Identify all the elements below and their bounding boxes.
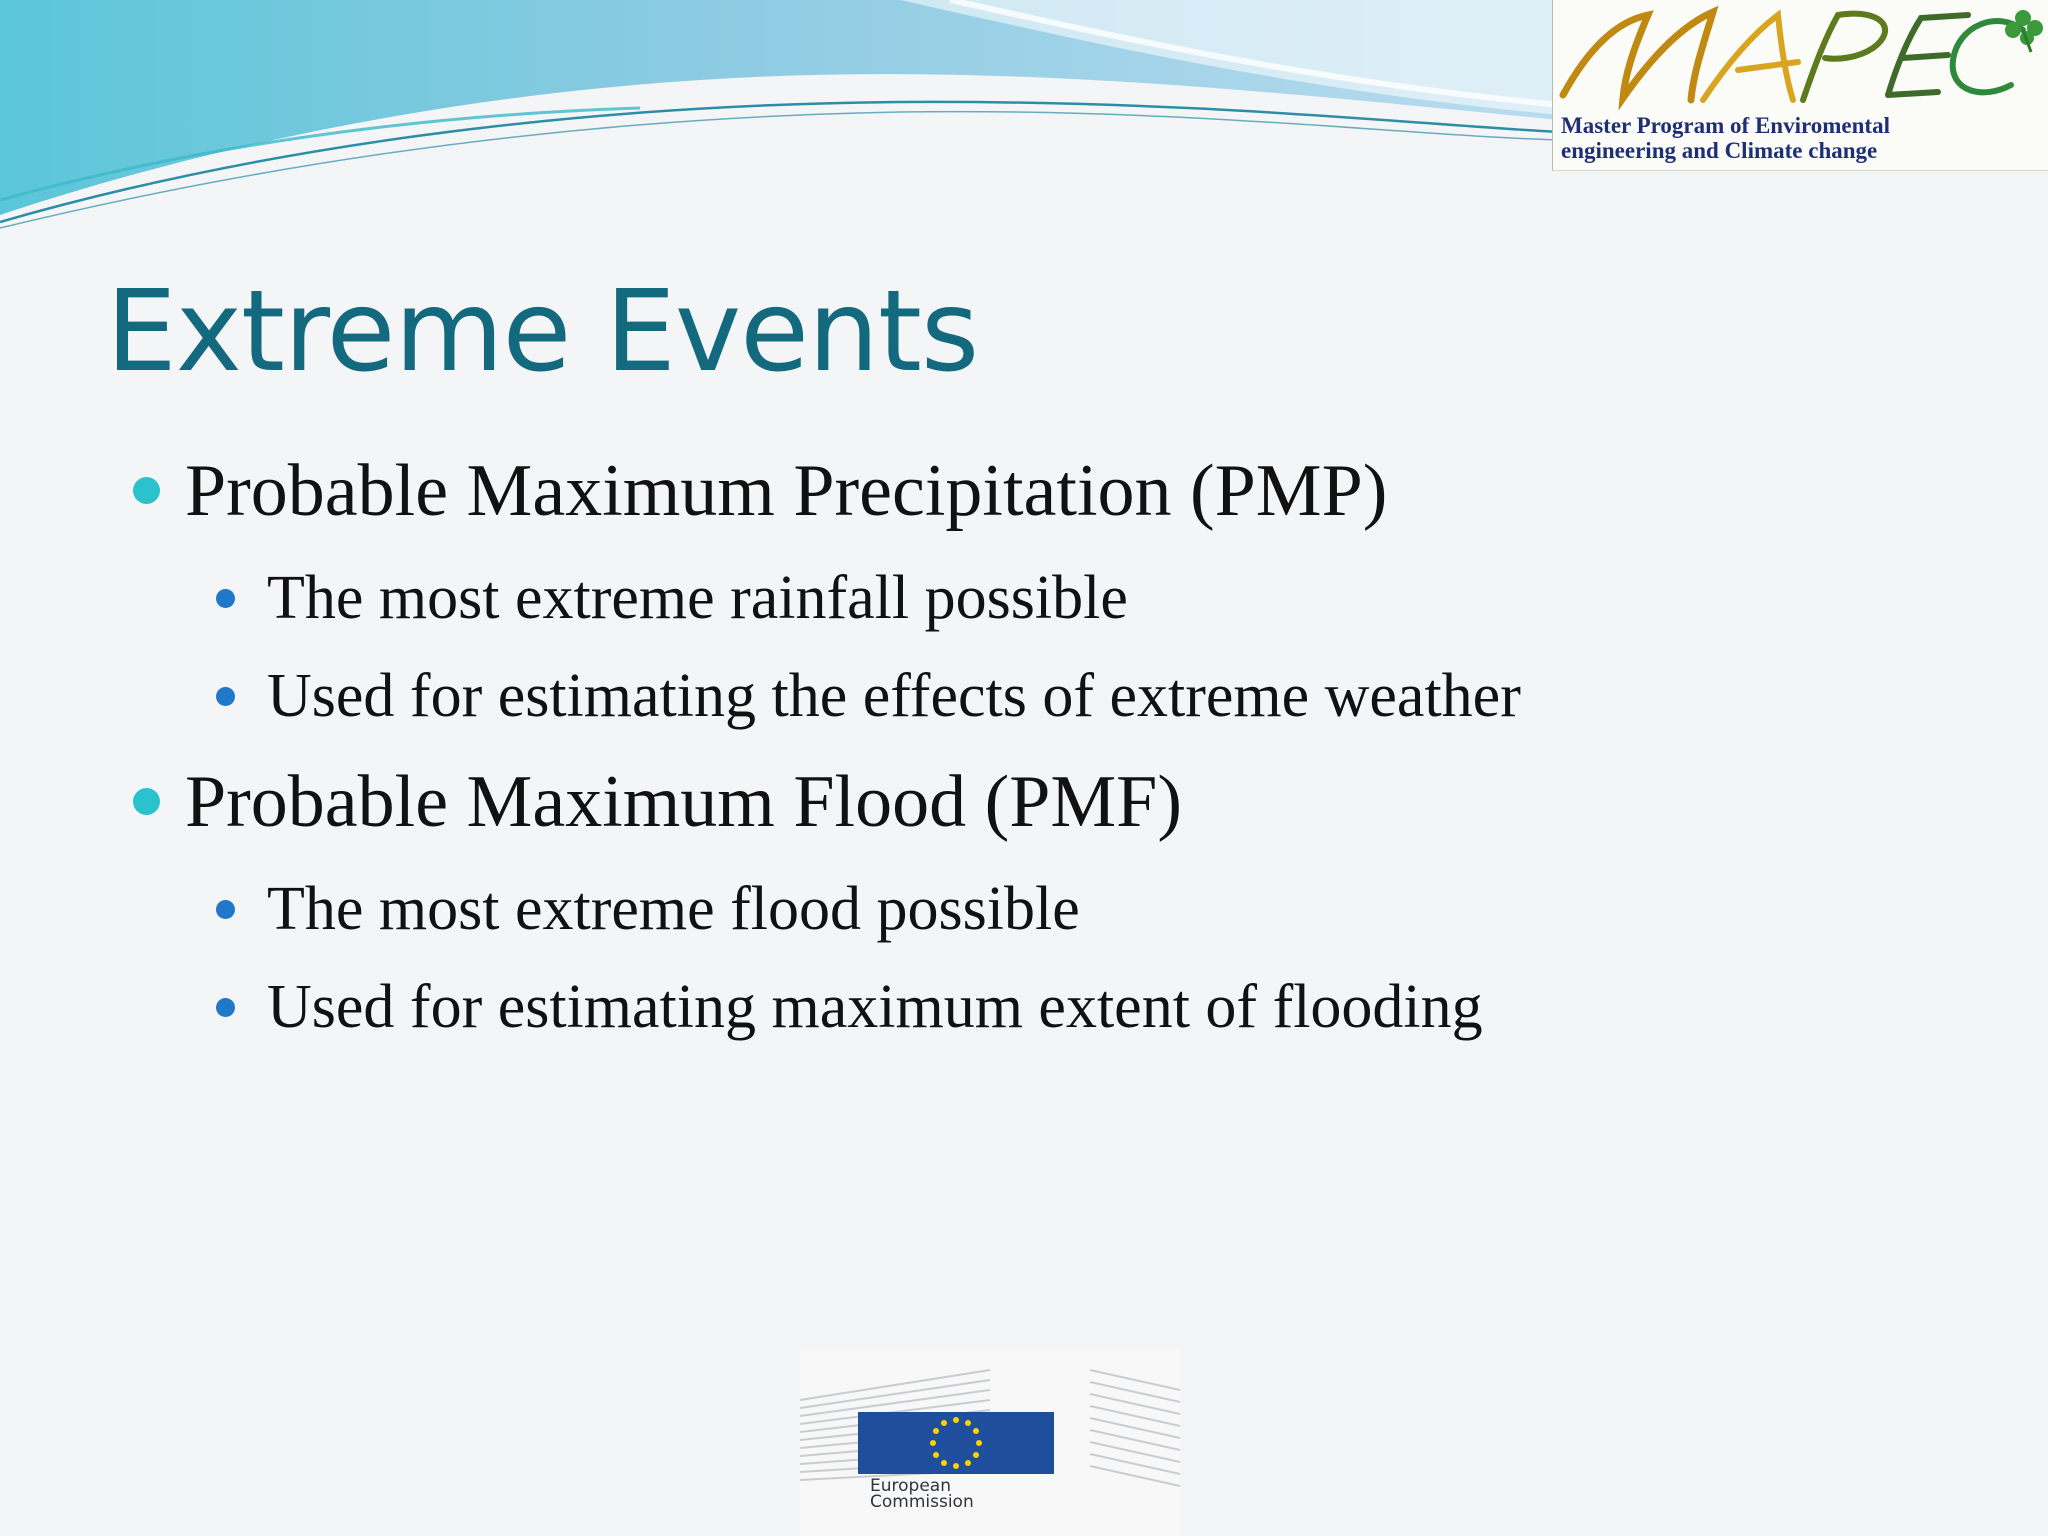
sub-bullet-dot-icon [216,998,235,1017]
mapec-caption [1561,113,2045,163]
sub-bullet-dot-icon [216,900,235,919]
sub-bullet-item [267,558,1128,638]
bullet-text: Probable Maximum Precipitation (PMP) [185,450,1388,532]
sub-bullet-text: The most extreme rainfall possible [267,564,1128,632]
ec-label [870,1478,974,1510]
mapec-caption-line-2: engineering and Climate change [1561,138,1878,163]
european-commission-logo [800,1350,1180,1536]
bullet-dot-icon [133,477,160,504]
sub-bullet-text: The most extreme flood possible [267,875,1080,943]
ec-label-line-1: European [870,1476,951,1496]
mapec-wordmark-graphic [1553,0,2048,110]
bullet-item [185,757,1182,847]
bullet-dot-icon [133,788,160,815]
sub-bullet-item [267,967,1483,1047]
bullet-item [185,446,1387,536]
sub-bullet-text: Used for estimating the effects of extreme weather [267,662,1521,730]
sub-bullet-item [267,656,1521,736]
ec-building-graphic [800,1350,1180,1536]
bullet-text: Probable Maximum Flood (PMF) [185,761,1182,843]
slide-title: Extreme Events [106,267,979,397]
sub-bullet-dot-icon [216,687,235,706]
ec-label-line-2: Commission [870,1492,974,1512]
sub-bullet-text: Used for estimating maximum extent of flooding [267,973,1483,1041]
mapec-logo [1552,0,2048,171]
mapec-caption-line-1: Master Program of Enviromental [1561,113,1890,138]
sub-bullet-item [267,869,1080,949]
sub-bullet-dot-icon [216,589,235,608]
